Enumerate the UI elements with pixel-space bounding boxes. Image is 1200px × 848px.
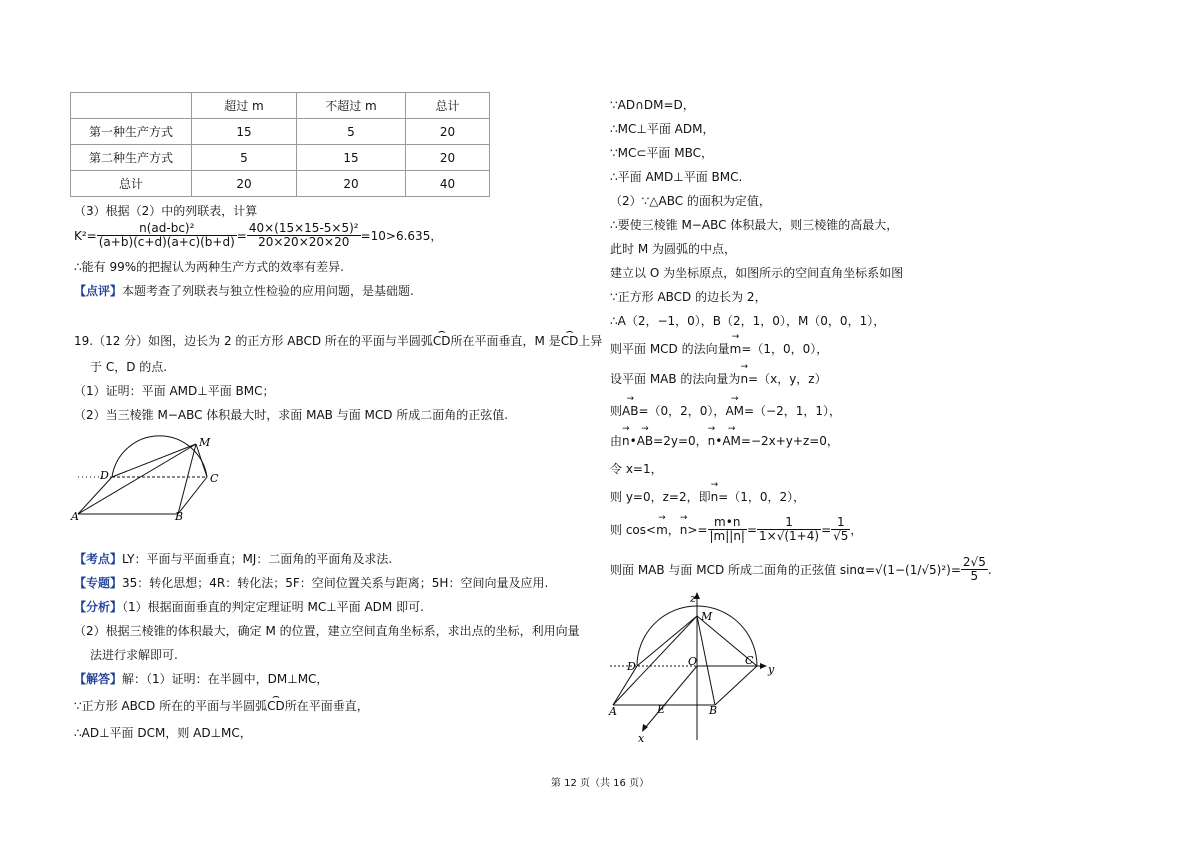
- result-n-line: [610, 488, 805, 505]
- coordinate-figure: [605, 590, 785, 745]
- table-row: [71, 119, 490, 145]
- sin-fraction: [961, 556, 988, 583]
- equals-sign: =: [821, 522, 832, 537]
- vector-am: → AM: [725, 404, 744, 418]
- label-a: A: [609, 705, 617, 718]
- arc-cd: ⌢ CD: [267, 699, 285, 713]
- question-text: 上异: [578, 334, 603, 348]
- question-text: 所在平面垂直，M 是: [450, 334, 561, 348]
- table-cell: 40: [406, 171, 490, 197]
- label-b: B: [175, 510, 184, 523]
- proof-text: =（1，0，0），: [741, 342, 829, 356]
- zhuanti-line: [74, 574, 548, 591]
- fenxi-tag: 【分析】: [74, 600, 123, 614]
- equals-sign: =: [950, 562, 961, 577]
- jieda-text: 解：（1）证明：在半圆中，DM⊥MC，: [122, 672, 329, 686]
- dianping-tag: 【点评】: [74, 284, 123, 298]
- table-cell: 15: [192, 119, 297, 145]
- table-header-row: [71, 93, 490, 119]
- table-cell: 超过 m: [192, 93, 297, 119]
- proof-line: ∵MC⊂平面 MBC，: [610, 146, 713, 160]
- table-cell: 总计: [71, 171, 192, 197]
- table-cell: 5: [297, 119, 406, 145]
- kaodian-text: LY：平面与平面垂直；MJ：二面角的平面角及求法.: [122, 552, 393, 566]
- proof-line: ∵正方形 ABCD 的边长为 2，: [610, 290, 767, 304]
- proof-text: 则平面 MCD 的法向量: [610, 342, 730, 356]
- proof-text: 则: [610, 404, 623, 418]
- table-cell: 20: [192, 171, 297, 197]
- proof-text: 设平面 MAB 的法向量为: [610, 372, 741, 386]
- proof-line: 此时 M 为圆弧的中点，: [610, 242, 736, 256]
- proof-line: ∴MC⊥平面 ADM，: [610, 122, 715, 136]
- proof-text: 则 cos<: [610, 523, 657, 537]
- vectors-line: [610, 402, 841, 419]
- table-cell: 第二种生产方式: [71, 145, 192, 171]
- fraction-denominator: 5: [970, 569, 979, 583]
- label-y: y: [768, 663, 775, 676]
- table-cell: 20: [297, 171, 406, 197]
- dianping-line: [74, 282, 414, 299]
- vector-n: → n: [740, 372, 748, 386]
- equals-sign: =: [236, 228, 247, 243]
- dot-symbol: •: [629, 434, 637, 448]
- fraction-denominator: √5: [833, 529, 849, 543]
- proof-text: =（x，y，z）: [748, 372, 827, 386]
- conclusion-text: ∴能有 99%的把握认为两种生产方式的效率有差异.: [74, 260, 344, 274]
- page-footer: 第 12 页（共 16 页）: [550, 778, 650, 789]
- proof-text: =2y=0，: [653, 434, 708, 448]
- question-text: 19.（12 分）如图，边长为 2 的正方形 ABCD 所在的平面与半圆弧: [74, 334, 433, 348]
- kaodian-line: [74, 550, 392, 567]
- fraction-denominator: |m||n|: [709, 529, 745, 543]
- dianping-text: 本题考查了列联表与独立性检验的应用问题，是基础题.: [122, 284, 414, 298]
- vector-am: → AM: [722, 434, 741, 448]
- contingency-table: [70, 92, 490, 197]
- arc-cd: ⌢ CD: [433, 334, 451, 348]
- proof-text: >=: [687, 522, 708, 537]
- table-cell: 5: [192, 145, 297, 171]
- part3-text: （3）根据（2）中的列联表，计算: [74, 204, 258, 218]
- proof-text: =（−2，1，1），: [744, 404, 842, 418]
- k2-result: =10>6.635，: [360, 229, 443, 243]
- proof-text: ，: [667, 523, 680, 537]
- vector-n: → n: [622, 434, 630, 448]
- fenxi-line-3: 法进行求解即可.: [90, 648, 178, 662]
- cos-fraction: [708, 516, 747, 543]
- proof-line: 令 x=1，: [610, 462, 663, 476]
- label-c: C: [210, 472, 219, 485]
- sine-line: [610, 556, 992, 583]
- fraction-numerator: 1: [831, 516, 850, 530]
- jieda-text: ∵正方形 ABCD 所在的平面与半圆弧: [74, 699, 268, 713]
- proof-line: （2）∵△ABC 的面积为定值，: [610, 194, 771, 208]
- table-cell: 不超过 m: [297, 93, 406, 119]
- label-a: A: [71, 510, 79, 523]
- label-e: E: [657, 703, 666, 716]
- table-cell: 20: [406, 119, 490, 145]
- label-c: C: [745, 654, 754, 667]
- fraction-denominator: 1×√(1+4): [759, 529, 820, 543]
- k2-numerator: n(ad-bc)²: [97, 222, 237, 236]
- dot-product-line: [610, 432, 839, 449]
- vector-n: → n: [711, 490, 719, 504]
- vector-m: → m: [730, 342, 742, 356]
- question-19-line1: [74, 332, 602, 349]
- table-cell: 第一种生产方式: [71, 119, 192, 145]
- label-d: D: [100, 469, 109, 482]
- proof-line: ∴A（2，−1，0），B（2，1，0），M（0，0，1），: [610, 314, 886, 328]
- zhuanti-tag: 【专题】: [74, 576, 123, 590]
- normal-mcd-line: [610, 340, 828, 357]
- k2-denominator-values: 20×20×20×20: [258, 235, 350, 249]
- fraction-numerator: 2√5: [962, 555, 986, 569]
- question-part1: （1）证明：平面 AMD⊥平面 BMC；: [74, 384, 275, 398]
- vector-ab: → AB: [637, 434, 653, 448]
- proof-text: =（1，0，2），: [718, 490, 806, 504]
- proof-text: .: [987, 562, 992, 577]
- table-row: [71, 145, 490, 171]
- proof-text: 由: [610, 434, 623, 448]
- table-cell: 总计: [406, 93, 490, 119]
- normal-mab-line: [610, 370, 827, 387]
- cos-fraction-3: [831, 516, 850, 543]
- fenxi-text: （1）根据面面垂直的判定定理证明 MC⊥平面 ADM 即可.: [122, 600, 424, 614]
- proof-line: ∴平面 AMD⊥平面 BMC.: [610, 170, 743, 184]
- jieda-line-2: [74, 697, 369, 714]
- jieda-line: [74, 670, 328, 687]
- cos-fraction-2: [757, 516, 821, 543]
- question-part2: （2）当三棱锥 M−ABC 体积最大时，求面 MAB 与面 MCD 所成二面角的正弦值.: [74, 408, 509, 422]
- equals-sign: =: [746, 522, 758, 537]
- table-cell: [71, 93, 192, 119]
- k2-fraction: [97, 222, 237, 249]
- dot-symbol: •: [715, 434, 723, 448]
- k2-label: K²=: [74, 228, 97, 243]
- k2-fraction-values: [247, 222, 361, 249]
- table-cell: 20: [406, 145, 490, 171]
- label-d: D: [627, 660, 636, 673]
- k2-formula: [74, 222, 442, 249]
- proof-text: =−2x+y+z=0，: [740, 434, 839, 448]
- kaodian-tag: 【考点】: [74, 552, 123, 566]
- cosine-line: [610, 516, 862, 543]
- label-z: z: [690, 592, 696, 605]
- question-19-line2: 于 C，D 的点.: [90, 360, 168, 374]
- label-m: M: [199, 436, 211, 449]
- proof-line: 建立以 O 为坐标原点，如图所示的空间直角坐标系如图: [610, 266, 904, 280]
- k2-denominator: (a+b)(c+d)(a+c)(b+d): [98, 235, 235, 249]
- proof-text: 则面 MAB 与面 MCD 所成二面角的正弦值 sinα=: [610, 563, 875, 577]
- label-o: O: [688, 655, 698, 668]
- fraction-numerator: 1: [757, 516, 821, 530]
- label-m: M: [701, 610, 713, 623]
- jieda-tag: 【解答】: [74, 672, 123, 686]
- table-cell: 15: [297, 145, 406, 171]
- fenxi-line: [74, 598, 424, 615]
- jieda-line-3: ∴AD⊥平面 DCM，则 AD⊥MC，: [74, 726, 252, 740]
- label-x: x: [638, 732, 645, 745]
- arc-cd: ⌢ CD: [561, 334, 579, 348]
- vector-ab: → AB: [622, 404, 638, 418]
- vector-n: → n: [708, 434, 716, 448]
- proof-text: ，: [850, 523, 863, 537]
- pyramid-figure: [70, 424, 230, 524]
- proof-line: ∴要使三棱锥 M−ABC 体积最大，则三棱锥的高最大，: [610, 218, 899, 232]
- vector-m: → m: [656, 523, 668, 537]
- jieda-text: 所在平面垂直，: [284, 699, 369, 713]
- table-row: [71, 171, 490, 197]
- fenxi-line-2: （2）根据三棱锥的体积最大，确定 M 的位置，建立空间直角坐标系，求出点的坐标，利用向量: [74, 624, 580, 638]
- sqrt-expression: √(1−(1/√5)²): [875, 562, 951, 577]
- vector-n: → n: [680, 523, 688, 537]
- zhuanti-text: 35：转化思想；4R：转化法；5F：空间位置关系与距离；5H：空间向量及应用.: [122, 576, 549, 590]
- label-b: B: [709, 704, 718, 717]
- fraction-numerator: m•n: [708, 516, 747, 530]
- k2-numerator-values: 40×(15×15-5×5)²: [248, 221, 359, 235]
- proof-text: =（0，2，0），: [638, 404, 726, 418]
- proof-line: ∵AD∩DM=D，: [610, 98, 695, 112]
- proof-text: 则 y=0，z=2，即: [610, 490, 711, 504]
